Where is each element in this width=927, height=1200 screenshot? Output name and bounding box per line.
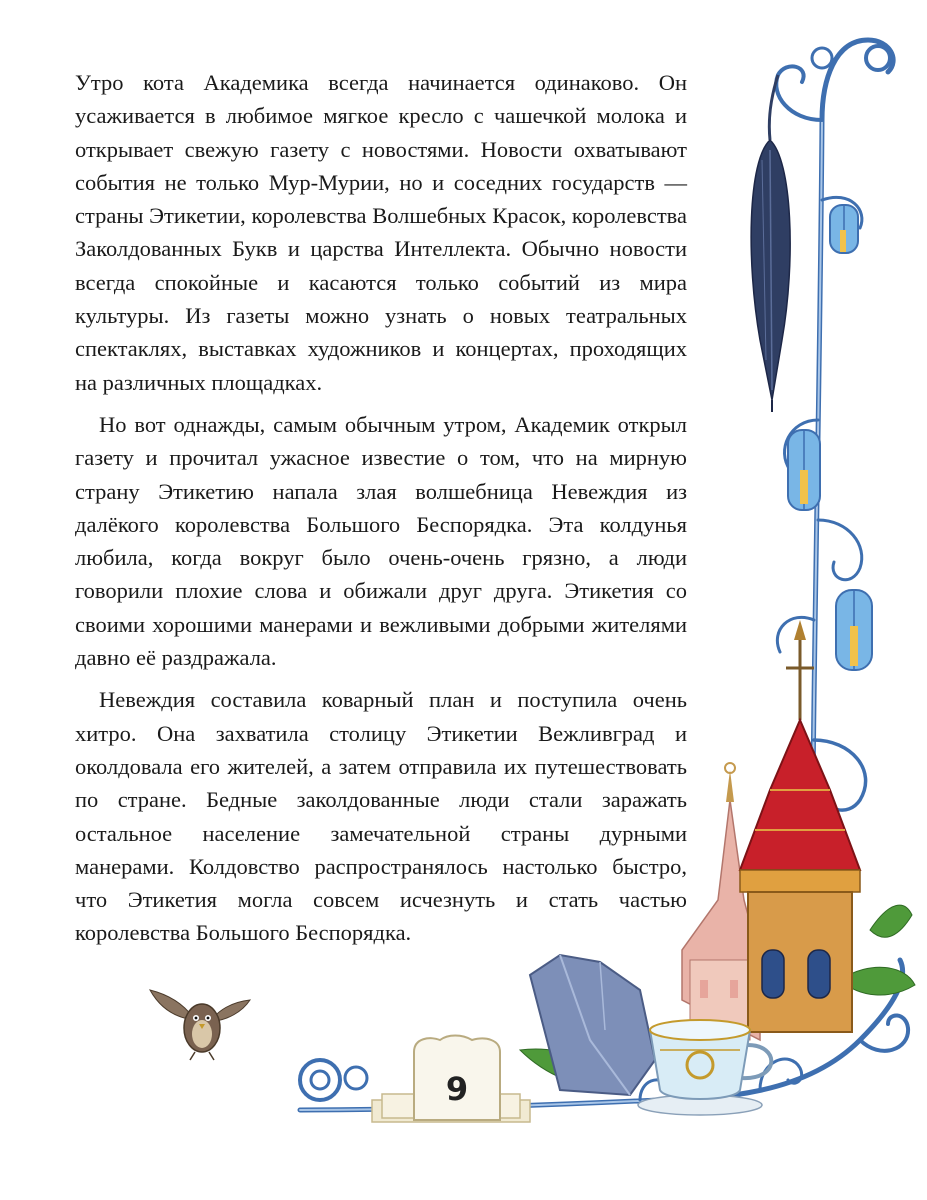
story-text: [75, 66, 687, 959]
lamp-windows-image: [788, 205, 872, 670]
page-number-plaque: [372, 1036, 530, 1123]
paragraph-2: Но вот однажды, самым обычным утром, Академик открыл газету и прочитал ужасное известие о том, что на мирную страну Этикетию напала злая волшебница Невеждия из далёкого королевства Большого Беспорядка. Эта колдунья любила, когда вокруг было очень-очень грязно, а люди говорили плохие слова и обижали друг друга. Этикетия со своими хорошими манерами и вежливыми добрыми жителями давно её раздражала.: [75, 411, 687, 671]
bird-image: [150, 990, 250, 1060]
crystal-image: [530, 955, 655, 1095]
umbrella-image: [751, 75, 790, 412]
page-number: 9: [445, 1070, 469, 1108]
tower-image: [740, 620, 860, 1032]
paragraph-3: Невеждия составила коварный план и поступила очень хитро. Она захватила столицу Этикетии Вежливград и околдовала его жителей, а затем отправила их путешествовать по стране. Бедные заколдованные люди стали заражать остальное население замечательной страны дурными манерами. Колдовство распространялось настолько быстро, что Этикетия могла совсем исчезнуть и стать частью королевства Большого Беспорядка.: [75, 687, 687, 946]
paragraph-1: Утро кота Академика всегда начинается одинаково. Он усаживается в любимое мягкое кресло с чашечкой молока и открывает свежую газету с новостями. Новости охватывают события не только Мур-Мурии, но и соседних государств — страны Этикетии, королевства Волшебных Красок, королевства Заколдованных Букв и царства Интеллекта. Обычно новости всегда спокойные и касаются только событий из мира культуры. Из газеты можно узнать о новых театральных спектаклях, выставках художников и концертах, проходящих на различных площадках.: [75, 70, 687, 395]
